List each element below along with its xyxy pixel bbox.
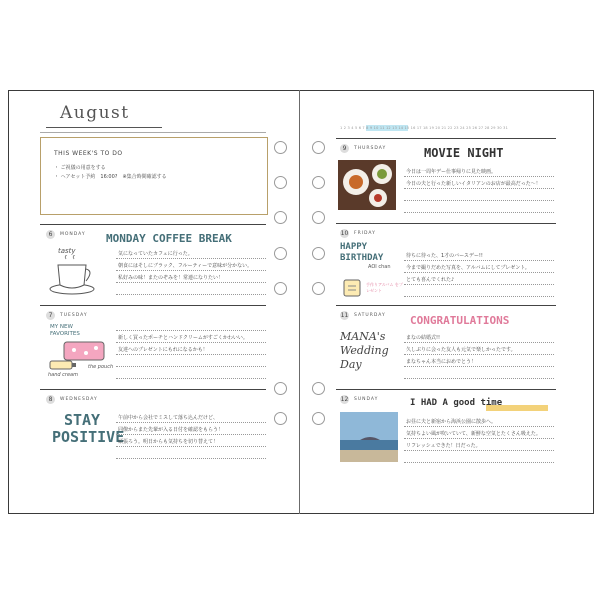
- day-rule: [40, 224, 266, 225]
- day-name: SUNDAY: [354, 397, 379, 402]
- binder-hole: [274, 382, 287, 395]
- binder-hole: [274, 282, 287, 295]
- todo-item: ・ ご祝儀の用意をする: [54, 165, 106, 171]
- dotted-line: [404, 378, 554, 379]
- day-heading: CONGRATULATIONS: [410, 314, 510, 327]
- dotted-line: [404, 438, 554, 439]
- entry-line: 新しく買ったポーチとハンドクリームがすごくかわいい。: [118, 335, 248, 341]
- entry-line: 待ちに待った、1才のバースデー!!: [406, 253, 483, 259]
- day-heading: HAPPY BIRTHDAY: [340, 242, 384, 263]
- entry-line: リフレッシュできた！日だった。: [406, 443, 481, 449]
- binder-hole: [274, 247, 287, 260]
- sticker-label: AOI chan: [368, 264, 391, 270]
- sticker-label: MANA's Wedding Day: [340, 330, 389, 371]
- album-icon: [342, 278, 362, 298]
- coffee-cup-icon: [48, 255, 100, 297]
- day-heading: STAY POSITIVE: [52, 411, 125, 446]
- dotted-line: [404, 188, 554, 189]
- entry-line: 同僚からまた先輩が入る日付を確認をもらう！: [118, 427, 224, 433]
- day-heading: I HAD A good time: [410, 398, 503, 408]
- dotted-line: [404, 366, 554, 367]
- dotted-line: [404, 426, 554, 427]
- day-name: TUESDAY: [60, 313, 88, 318]
- entry-line: 今日は一周年デー仕事帰りに見た映画。: [406, 169, 497, 175]
- dotted-line: [404, 450, 554, 451]
- dotted-line: [116, 258, 266, 259]
- entry-line: 頑張ろう。明日からも気持ちを切り替えて！: [118, 439, 219, 445]
- sticker-label: hand cream: [48, 372, 78, 378]
- binding-spine: [299, 90, 300, 514]
- dotted-line: [116, 282, 266, 283]
- day-number: 11: [340, 312, 349, 319]
- weekly-todo-box: [40, 137, 268, 215]
- day-name: FRIDAY: [354, 231, 376, 236]
- binder-hole: [312, 382, 325, 395]
- binder-hole: [274, 211, 287, 224]
- day-rule: [336, 138, 556, 139]
- dotted-line: [404, 354, 554, 355]
- binder-hole: [274, 176, 287, 189]
- dotted-line: [404, 284, 554, 285]
- binder-hole: [312, 282, 325, 295]
- entry-line: 久しぶりに会った友人も元気で楽しかったです。: [406, 347, 516, 353]
- month-rule: [40, 132, 266, 133]
- day-name: SATURDAY: [354, 313, 386, 318]
- dotted-line: [116, 422, 266, 423]
- entry-line: まなの結婚式!!: [406, 335, 441, 341]
- entry-line: 今日の夫と行った新しいイタリアンのお店が最高だった～！: [406, 181, 541, 187]
- dotted-line: [404, 176, 554, 177]
- dotted-line: [116, 330, 266, 331]
- month-title: August: [60, 103, 130, 123]
- todo-item: ・ ヘアセット予約 16:00? ※集合時間確認する: [54, 174, 167, 180]
- dotted-line: [116, 446, 266, 447]
- hand-cream-icon: [48, 358, 78, 372]
- sticker-label: 手作りアルバム をプレゼント: [366, 282, 403, 293]
- day-name: MONDAY: [60, 232, 86, 237]
- sticker-label: the pouch: [88, 364, 114, 370]
- day-rule: [40, 389, 266, 390]
- day-number: 12: [340, 396, 349, 403]
- entry-line: 今まで撮りだめた写真を、アルバムにしてプレゼント。: [406, 265, 530, 271]
- dotted-line: [116, 434, 266, 435]
- day-heading: MONDAY COFFEE BREAK: [106, 232, 232, 245]
- day-heading: MOVIE NIGHT: [424, 146, 504, 160]
- dotted-line: [404, 212, 554, 213]
- day-number: 8: [46, 395, 55, 404]
- todo-title: THIS WEEK'S TO DO: [54, 150, 123, 157]
- dotted-line: [116, 458, 266, 459]
- entry-line: お昼に夫と新宿から海浜公園に散歩へ。: [406, 419, 497, 425]
- entry-line: とても喜んでくれた♪: [406, 277, 455, 283]
- entry-line: 午前中から会社でミスして落ち込んだけど、: [118, 415, 219, 421]
- dotted-line: [404, 272, 554, 273]
- entry-line: 朝食にはそしにブラック、フルーティーで意味が分かない。: [118, 263, 253, 269]
- binder-hole: [312, 412, 325, 425]
- binder-hole: [312, 176, 325, 189]
- day-name: WEDNESDAY: [60, 397, 98, 402]
- entry-line: まなちゃん本当におめでとう！: [406, 359, 477, 365]
- binder-hole: [312, 141, 325, 154]
- dotted-line: [404, 462, 554, 463]
- day-number: 7: [46, 311, 55, 320]
- dotted-line: [116, 378, 266, 379]
- dotted-line: [404, 342, 554, 343]
- beach-photo: [340, 412, 398, 462]
- day-rule: [336, 305, 556, 306]
- day-number: 9: [340, 144, 349, 153]
- day-name: THURSDAY: [354, 146, 387, 151]
- entry-line: 友達へのプレゼントにもれになるかも！: [118, 347, 208, 353]
- dotted-line: [404, 260, 554, 261]
- day-rule: [336, 389, 556, 390]
- entry-line: 気持ちよい風が吹いていて、新鮮な空気とたくさん吸えた。: [406, 431, 541, 437]
- binder-hole: [274, 412, 287, 425]
- sticker-label: tasty: [58, 247, 76, 255]
- day-number: 6: [46, 230, 55, 239]
- date-strip: 1 2 3 4 5 6 7 8 9 10 11 12 13 14 15 16 17 18 19 20 21 22 23 24 25 26 27 28 29 30 31: [340, 126, 508, 130]
- binder-hole: [312, 247, 325, 260]
- binder-hole: [312, 211, 325, 224]
- dotted-line: [116, 342, 266, 343]
- sticker-label: MY NEW FAVORITES: [50, 324, 80, 337]
- dotted-line: [404, 296, 554, 297]
- dotted-line: [116, 354, 266, 355]
- entry-line: 気になっていたカフェに行った。: [118, 251, 193, 257]
- entry-line: 私好みの味！またのぞみを！常連になりたい！: [118, 275, 224, 281]
- dotted-line: [404, 200, 554, 201]
- dinner-photo: [338, 160, 396, 210]
- day-rule: [336, 223, 556, 224]
- month-underline: [46, 127, 162, 128]
- day-number: 10: [340, 230, 349, 237]
- dotted-line: [116, 294, 266, 295]
- dotted-line: [116, 270, 266, 271]
- day-rule: [40, 305, 266, 306]
- dotted-line: [116, 366, 266, 367]
- binder-hole: [274, 141, 287, 154]
